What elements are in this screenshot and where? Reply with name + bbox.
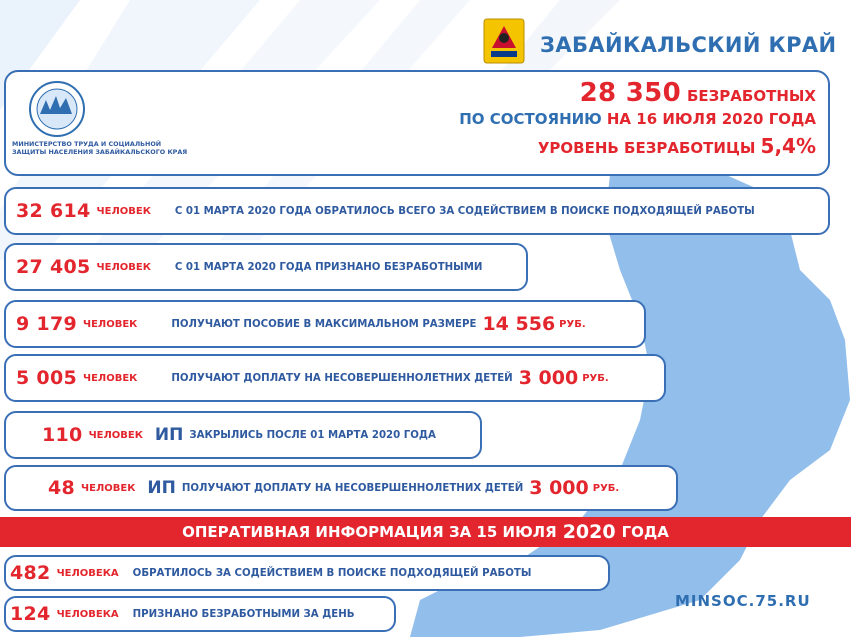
ministry-logo xyxy=(28,80,86,138)
stat-currency: РУБ. xyxy=(559,318,586,330)
operative-info-banner xyxy=(0,517,851,547)
stat-number: 5 005 xyxy=(16,367,77,389)
unemployed-label: БЕЗРАБОТНЫХ xyxy=(686,87,816,105)
operative-title: ОПЕРАТИВНАЯ ИНФОРМАЦИЯ ЗА 15 ИЮЛЯ xyxy=(182,523,557,541)
stat-description: ПОЛУЧАЮТ ПОСОБИЕ В МАКСИМАЛЬНОМ РАЗМЕРЕ xyxy=(171,318,477,330)
stat-unit: ЧЕЛОВЕК xyxy=(88,429,143,441)
stat-number: 27 405 xyxy=(16,256,91,278)
stat-unit: ЧЕЛОВЕК xyxy=(96,205,151,217)
stat-currency: РУБ. xyxy=(592,482,620,494)
regional-emblem-icon xyxy=(483,18,525,64)
stat-number: 110 xyxy=(42,424,83,446)
stat-number: 9 179 xyxy=(16,313,77,335)
stat-amount: 3 000 xyxy=(529,477,589,499)
stat-unit: ЧЕЛОВЕК xyxy=(96,261,151,273)
date-prefix: ПО СОСТОЯНИЮ xyxy=(459,110,602,128)
date-value: НА 16 ИЮЛЯ 2020 ГОДА xyxy=(606,110,816,128)
stat-unit: ЧЕЛОВЕК xyxy=(83,318,138,330)
summary-card xyxy=(4,70,830,176)
stat-row xyxy=(4,243,528,291)
ministry-name-line1: МИНИСТЕРСТВО ТРУДА И СОЦИАЛЬНОЙ xyxy=(12,140,162,148)
stat-row xyxy=(4,411,482,459)
stat-amount: 3 000 xyxy=(518,367,579,389)
stat-description: С 01 МАРТА 2020 ГОДА ПРИЗНАНО БЕЗРАБОТНЫМИ xyxy=(174,261,483,273)
stat-row xyxy=(4,300,646,348)
stat-description: С 01 МАРТА 2020 ГОДА ОБРАТИЛОСЬ ВСЕГО ЗА СОДЕЙСТВИЕМ В ПОИСКЕ ПОДХОДЯЩЕЙ РАБОТЫ xyxy=(174,205,755,217)
stat-unit: ЧЕЛОВЕК xyxy=(81,482,136,494)
stat-amount: 14 556 xyxy=(482,313,556,335)
rate-value: 5,4% xyxy=(760,134,816,158)
daily-description: ОБРАТИЛОСЬ ЗА СОДЕЙСТВИЕМ В ПОИСКЕ ПОДХОДЯЩЕЙ РАБОТЫ xyxy=(132,567,532,579)
daily-stat-row xyxy=(4,596,396,632)
daily-unit: ЧЕЛОВЕКА xyxy=(56,567,119,579)
region-title: ЗАБАЙКАЛЬСКИЙ КРАЙ xyxy=(540,33,837,57)
operative-year: 2020 xyxy=(562,521,616,543)
stat-row xyxy=(4,465,678,511)
unemployed-count: 28 350 xyxy=(579,78,681,108)
daily-number: 482 xyxy=(10,562,51,584)
stat-number: 48 xyxy=(48,477,76,499)
daily-description: ПРИЗНАНО БЕЗРАБОТНЫМИ ЗА ДЕНЬ xyxy=(132,608,355,620)
stat-currency: РУБ. xyxy=(582,372,609,384)
daily-number: 124 xyxy=(10,603,51,625)
stat-row xyxy=(4,354,666,402)
stat-row xyxy=(4,187,830,235)
stat-description: ЗАКРЫЛИСЬ ПОСЛЕ 01 МАРТА 2020 ГОДА xyxy=(189,429,436,441)
stat-ip-label: ИП xyxy=(147,478,176,498)
stat-unit: ЧЕЛОВЕК xyxy=(83,372,138,384)
stat-description: ПОЛУЧАЮТ ДОПЛАТУ НА НЕСОВЕРШЕННОЛЕТНИХ ДЕТЕЙ xyxy=(171,372,513,384)
stat-description: ПОЛУЧАЮТ ДОПЛАТУ НА НЕСОВЕРШЕННОЛЕТНИХ ДЕТЕЙ xyxy=(181,482,524,494)
stat-number: 32 614 xyxy=(16,200,91,222)
stat-ip-label: ИП xyxy=(154,425,184,445)
daily-stat-row xyxy=(4,555,610,591)
website-link[interactable]: MINSOC.75.RU xyxy=(675,592,811,610)
daily-unit: ЧЕЛОВЕКА xyxy=(56,608,119,620)
ministry-name-line2: ЗАЩИТЫ НАСЕЛЕНИЯ ЗАБАЙКАЛЬСКОГО КРАЯ xyxy=(12,148,188,156)
rate-label: УРОВЕНЬ БЕЗРАБОТИЦЫ xyxy=(537,139,756,157)
operative-year-suffix: ГОДА xyxy=(621,523,669,541)
